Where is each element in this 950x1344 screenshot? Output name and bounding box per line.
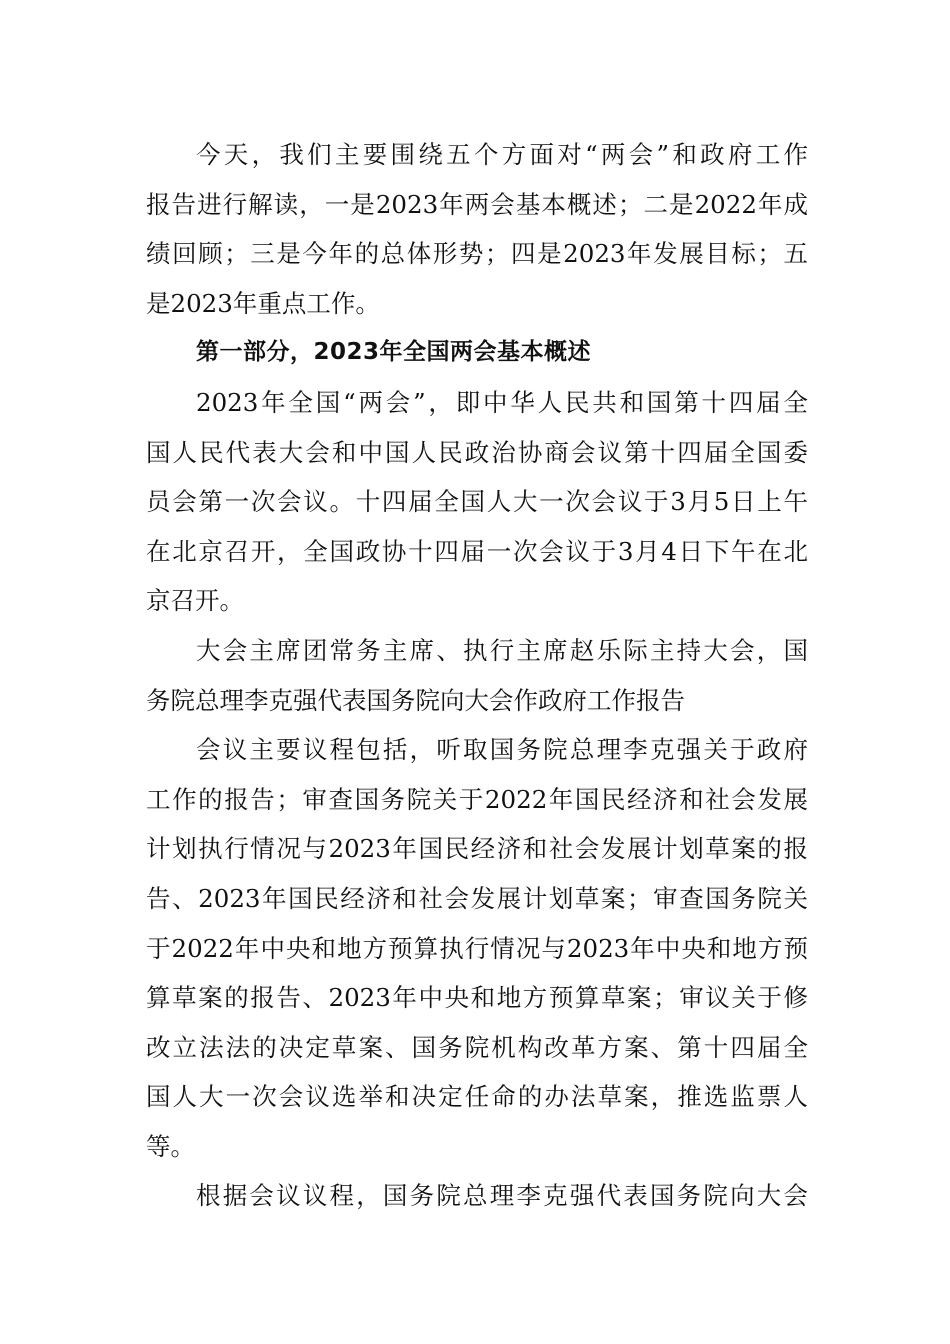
text-line: 务院总理李克强代表国务院向大会作政府工作报告	[146, 685, 685, 715]
text-line: 是2023年重点工作。	[146, 288, 380, 318]
document-page	[146, 130, 808, 1221]
paragraph-overview	[146, 378, 808, 626]
text-line: 根据会议议程，国务院总理李克强代表国务院向大会	[196, 1181, 808, 1211]
paragraph-report	[146, 1171, 808, 1221]
text-line: 算草案的报告、2023年中央和地方预算草案；审议关于修	[146, 983, 808, 1013]
text-line: 报告进行解读，一是2023年两会基本概述；二是2022年成	[146, 189, 808, 219]
text-line: 员会第一次会议。十四届全国人大一次会议于3月5日上午	[146, 487, 808, 517]
section-heading: 第一部分，2023年全国两会基本概述	[196, 339, 592, 366]
paragraph-intro	[146, 130, 808, 328]
text-line: 大会主席团常务主席、执行主席赵乐际主持大会，国	[196, 635, 808, 665]
text-line: 国人大一次会议选举和决定任命的办法草案，推选监票人	[146, 1082, 808, 1112]
text-line: 在北京召开，全国政协十四届一次会议于3月4日下午在北	[146, 536, 808, 566]
text-line: 告、2023年国民经济和社会发展计划草案；审查国务院关	[146, 883, 808, 913]
text-line: 绩回顾；三是今年的总体形势；四是2023年发展目标；五	[146, 239, 808, 269]
text-line: 等。	[146, 1131, 195, 1161]
text-line: 2023年全国“两会”，即中华人民共和国第十四届全	[196, 387, 808, 417]
text-line: 京召开。	[146, 586, 244, 616]
paragraph-presidium	[146, 626, 808, 725]
text-line: 于2022年中央和地方预算执行情况与2023年中央和地方预	[146, 933, 808, 963]
text-line: 计划执行情况与2023年国民经济和社会发展计划草案的报	[146, 834, 808, 864]
text-line: 今天，我们主要围绕五个方面对“两会”和政府工作	[196, 140, 808, 169]
text-line: 会议主要议程包括，听取国务院总理李克强关于政府	[196, 735, 808, 765]
text-line: 改立法法的决定草案、国务院机构改革方案、第十四届全	[146, 1032, 808, 1062]
text-line: 国人民代表大会和中国人民政治协商会议第十四届全国委	[146, 437, 808, 467]
paragraph-agenda	[146, 725, 808, 1171]
text-line: 工作的报告；审查国务院关于2022年国民经济和社会发展	[146, 784, 808, 814]
